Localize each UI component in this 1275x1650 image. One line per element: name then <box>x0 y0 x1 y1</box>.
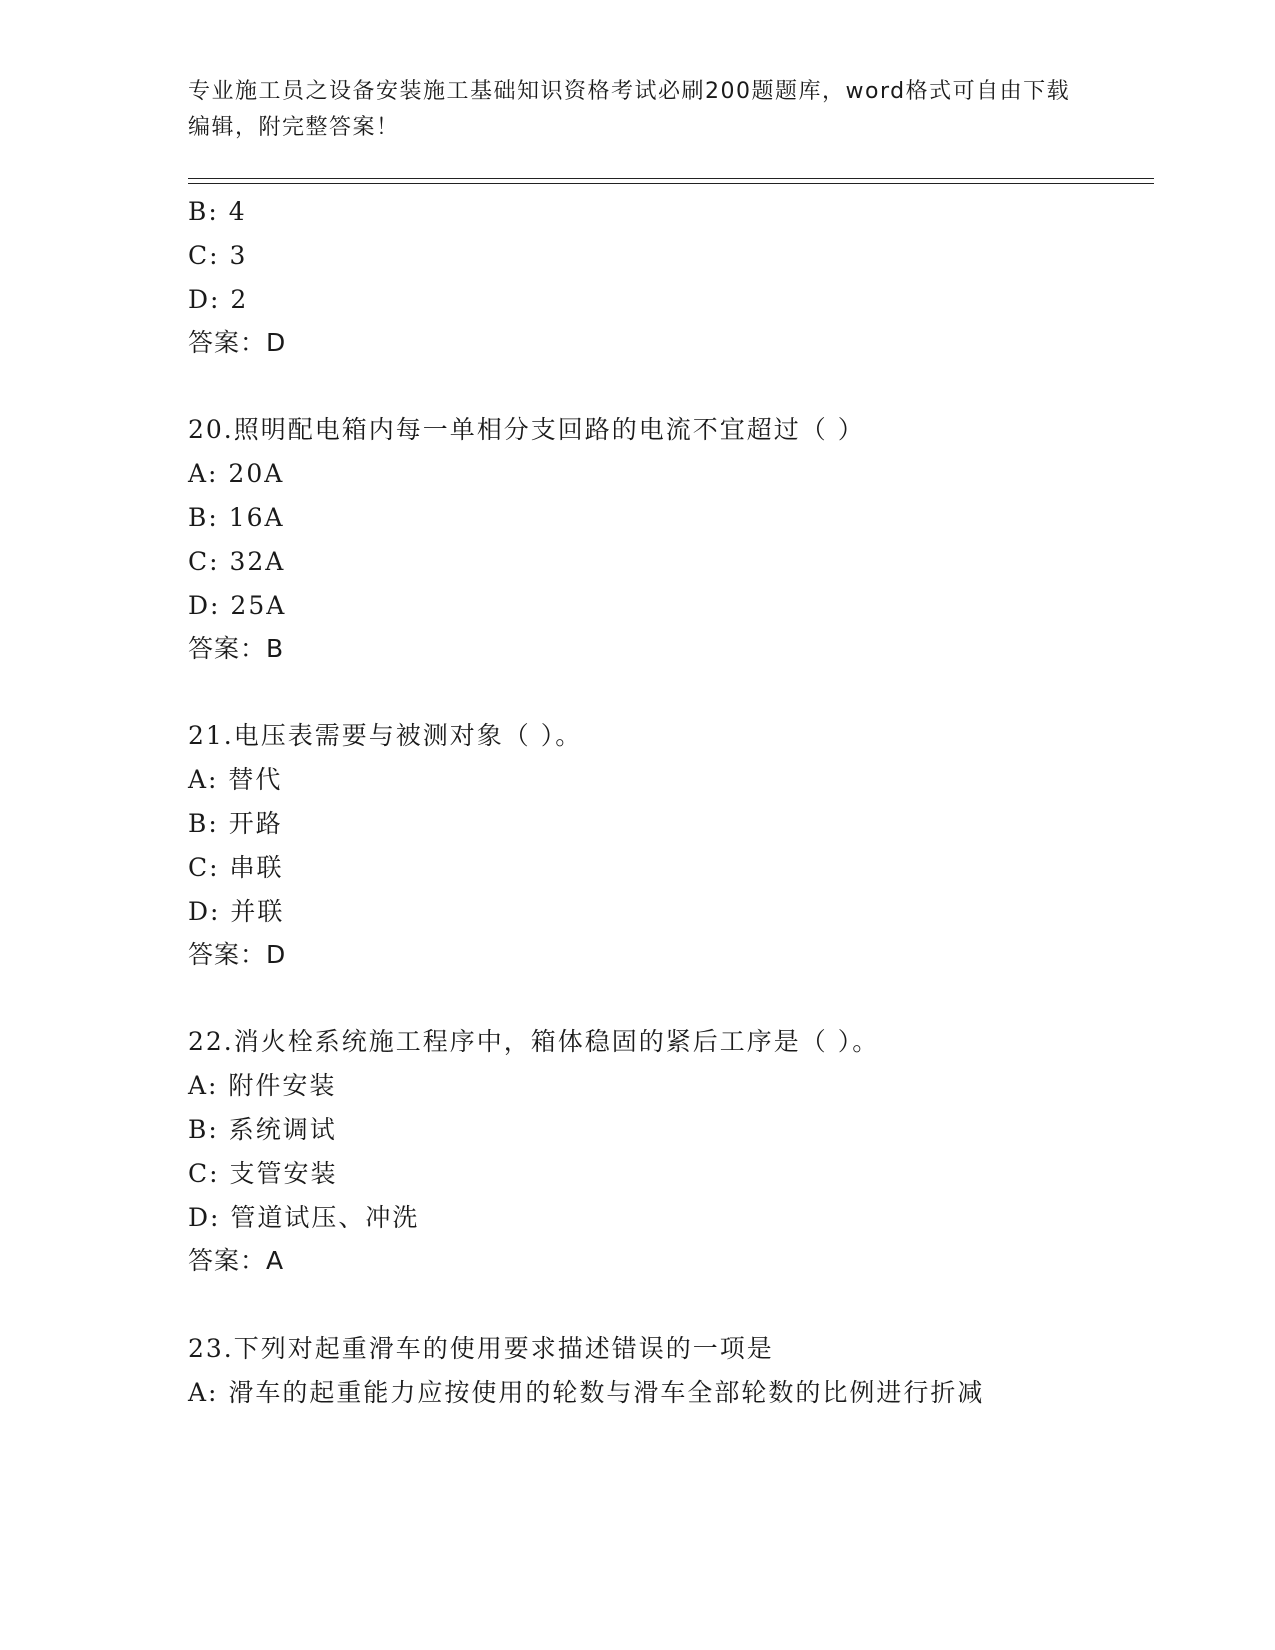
answer: 答案：D <box>188 328 287 357</box>
option-d: D: 并联 <box>188 897 285 926</box>
option-b: B: 16A <box>188 503 285 532</box>
question-stem: 21.电压表需要与被测对象（ ）。 <box>188 721 583 750</box>
question-stem: 22.消火栓系统施工程序中，箱体稳固的紧后工序是（ ）。 <box>188 1027 880 1056</box>
option-a: A: 替代 <box>188 765 283 794</box>
question-stem: 20.照明配电箱内每一单相分支回路的电流不宜超过（ ） <box>188 415 865 444</box>
option-b: B: 系统调试 <box>188 1115 337 1144</box>
answer: 答案：A <box>188 1246 285 1275</box>
header-divider-bottom <box>188 183 1154 184</box>
answer: 答案：D <box>188 940 287 969</box>
document-header: 专业施工员之设备安装施工基础知识资格考试必刷200题题库，word格式可自由下载编辑，附完整答案！ <box>188 79 1071 140</box>
option-a: A: 20A <box>188 459 285 488</box>
option-a: A: 附件安装 <box>188 1071 337 1100</box>
option-b: B: 开路 <box>188 809 283 838</box>
answer: 答案：B <box>188 634 285 663</box>
option-a: A: 滑车的起重能力应按使用的轮数与滑车全部轮数的比例进行折减 <box>188 1378 985 1407</box>
option-d: D: 25A <box>188 591 287 620</box>
option-c: C: 支管安装 <box>188 1159 338 1188</box>
option-d: D: 管道试压、冲洗 <box>188 1203 420 1232</box>
header-divider-top <box>188 178 1154 179</box>
option-c: C: 串联 <box>188 853 284 882</box>
question-stem: 23.下列对起重滑车的使用要求描述错误的一项是 <box>188 1334 774 1363</box>
option-d: D: 2 <box>188 285 249 314</box>
option-c: C: 32A <box>188 547 286 576</box>
option-c: C: 3 <box>188 241 248 270</box>
option-b: B: 4 <box>188 197 247 226</box>
